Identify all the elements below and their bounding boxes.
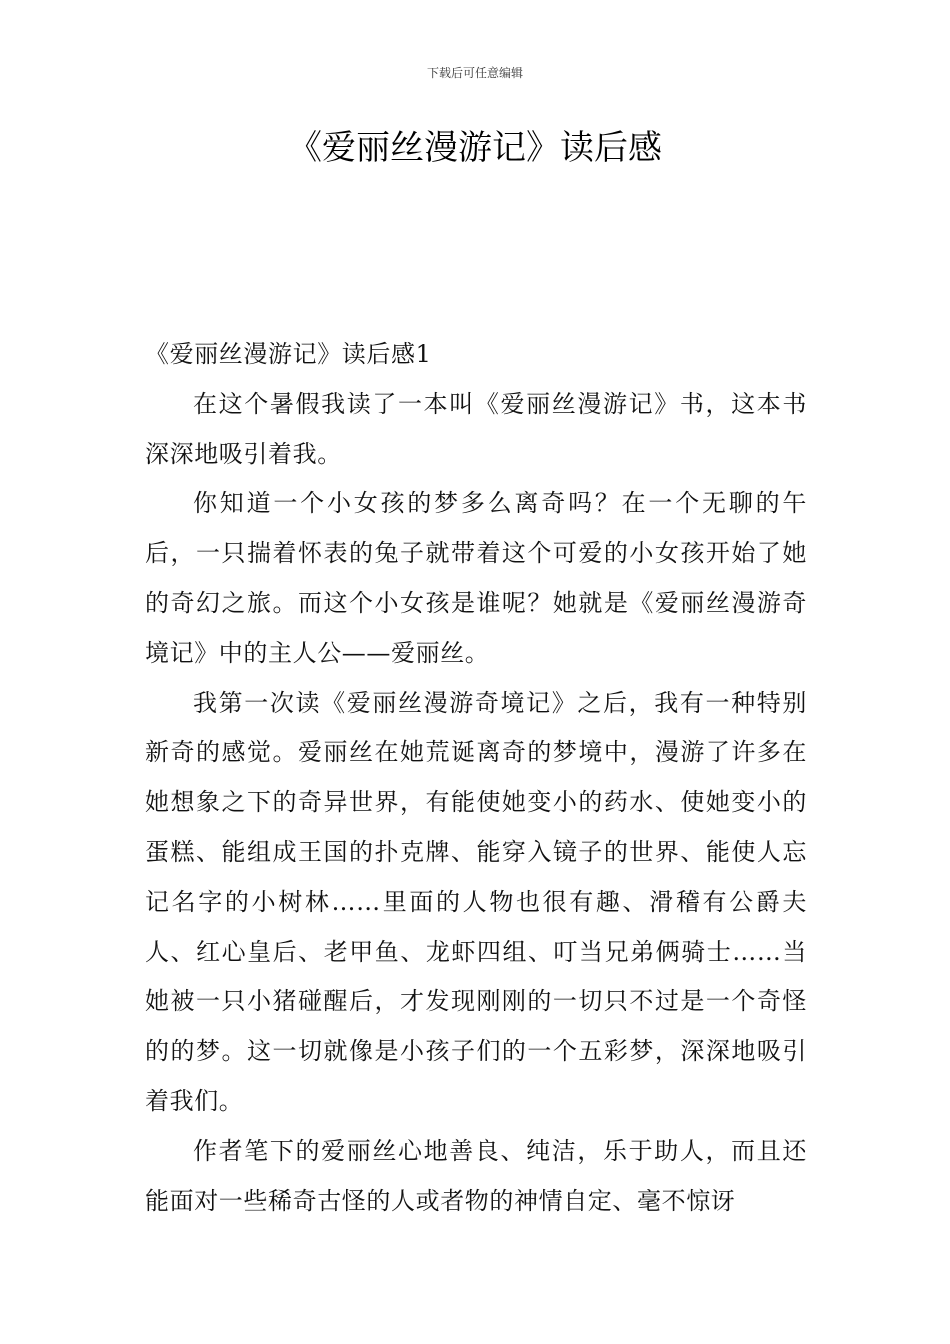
paragraph-2: 你知道一个小女孩的梦多么离奇吗？在一个无聊的午后，一只揣着怀表的兔子就带着这个可爱的小女孩开始了她的奇幻之旅。而这个小女孩是谁呢？她就是《爱丽丝漫游奇境记》中的主人公——爱丽丝。 (145, 489, 807, 667)
document-body (145, 330, 807, 1226)
section-heading: 《爱丽丝漫游记》读后感1 (145, 340, 432, 368)
paragraph-1: 在这个暑假我读了一本叫《爱丽丝漫游记》书，这本书深深地吸引着我。 (145, 389, 807, 468)
document-title: 《爱丽丝漫游记》读后感 (288, 128, 662, 168)
paragraph-3: 我第一次读《爱丽丝漫游奇境记》之后，我有一种特别新奇的感觉。爱丽丝在她荒诞离奇的梦境中，漫游了许多在她想象之下的奇异世界，有能使她变小的药水、使她变小的蛋糕、能组成王国的扑克牌、能穿入镜子的世界、能使人忘记名字的小树林……里面的人物也很有趣、滑稽有公爵夫人、红心皇后、老甲鱼、龙虾四组、叮当兄弟俩骑士……当她被一只小猪碰醒后，才发现刚刚的一切只不过是一个奇怪的的梦。这一切就像是小孩子们的一个五彩梦，深深地吸引着我们。 (145, 688, 807, 1115)
paragraph-4: 作者笔下的爱丽丝心地善良、纯洁，乐于助人，而且还能面对一些稀奇古怪的人或者物的神情自定、毫不惊讶 (145, 1136, 807, 1215)
header-note: 下载后可任意编辑 (426, 66, 523, 80)
